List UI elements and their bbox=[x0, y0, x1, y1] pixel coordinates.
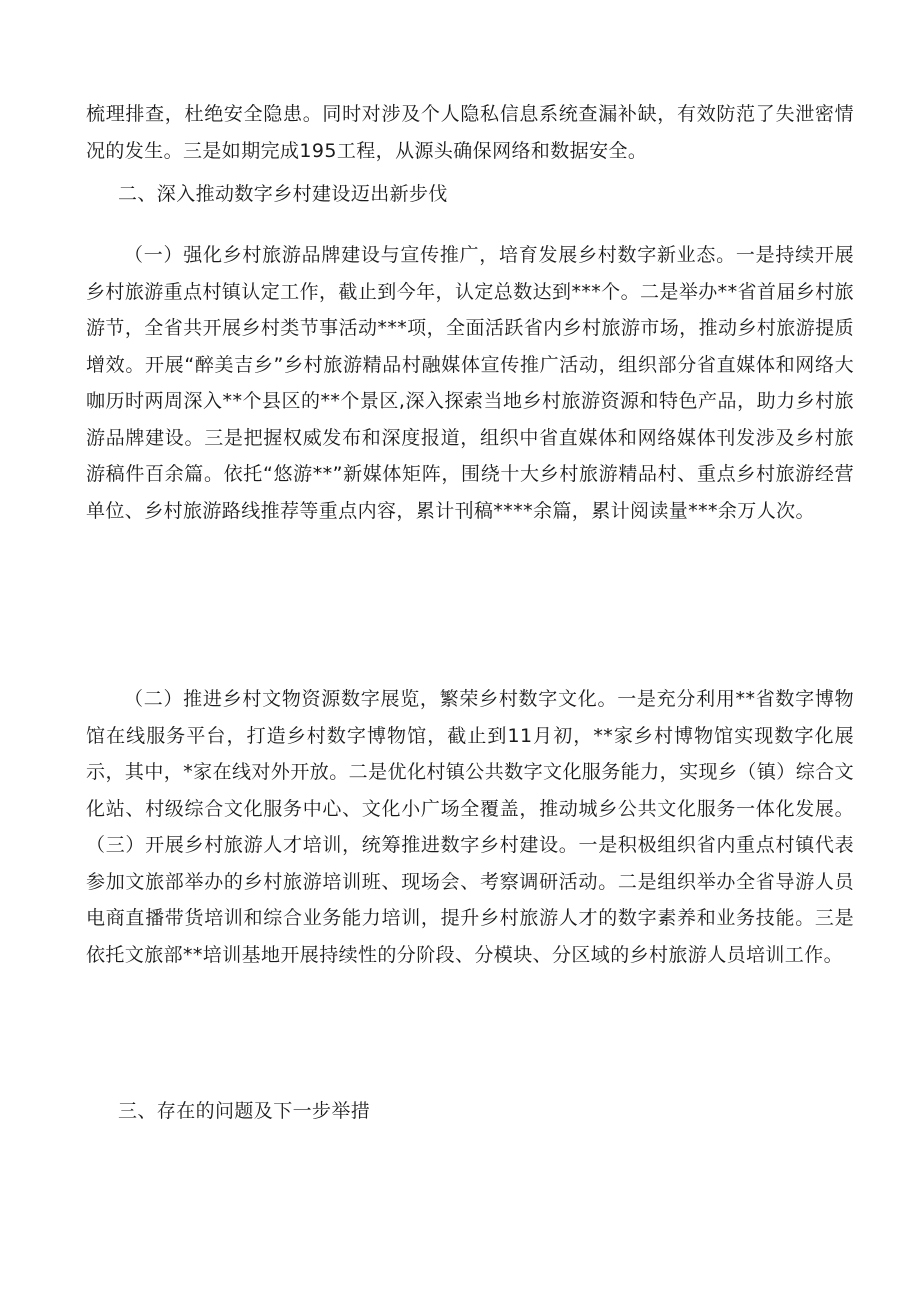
paragraph-rural-tourism-brand: （一）强化乡村旅游品牌建设与宣传推广，培育发展乡村数字新业态。一是持续开展乡村旅游重点村镇认定工作，截止到今年，认定总数达到***个。二是举办**省首届乡村旅游节，全省共开展乡村类节事活动***项，全面活跃省内乡村旅游市场，推动乡村旅游提质增效。开展“醉美吉乡”乡村旅游精品村融媒体宣传推广活动，组织部分省直媒体和网络大咖历时两周深入**个县区的**个景区,深入探索当地乡村旅游资源和特色产品，助力乡村旅游品牌建设。三是把握权威发布和深度报道，组织中省直媒体和网络媒体刊发涉及乡村旅游稿件百余篇。依托“悠游**”新媒体矩阵，围绕十大乡村旅游精品村、重点乡村旅游经营单位、乡村旅游路线推荐等重点内容，累计刊稿****余篇，累计阅读量***余万人次。 bbox=[86, 244, 854, 522]
paragraph-rural-digital-culture: （二）推进乡村文物资源数字展览，繁荣乡村数字文化。一是充分利用**省数字博物馆在线服务平台，打造乡村数字博物馆，截止到11月初，**家乡村博物馆实现数字化展示，其中，*家在线对外开放。二是优化村镇公共数字文化服务能力，实现乡（镇）综合文化站、村级综合文化服务中心、文化小广场全覆盖，推动城乡公共文化服务一体化发展。（三）开展乡村旅游人才培训，统筹推进数字乡村建设。一是积极组织省内重点村镇代表参加文旅部举办的乡村旅游培训班、现场会、考察调研活动。二是组织举办全省导游人员电商直播带货培训和综合业务能力培训，提升乡村旅游人才的数字素养和业务技能。三是依托文旅部**培训基地开展持续性的分阶段、分模块、分区域的乡村旅游人员培训工作。 bbox=[86, 688, 854, 966]
paragraph-security-check: 梳理排查，杜绝安全隐患。同时对涉及个人隐私信息系统查漏补缺，有效防范了失泄密情况的发生。三是如期完成195工程，从源头确保网络和数据安全。 bbox=[86, 103, 854, 162]
section-heading-digital-village: 二、深入推动数字乡村建设迈出新步伐 bbox=[118, 183, 448, 205]
section-heading-problems-next-steps: 三、存在的问题及下一步举措 bbox=[118, 1100, 371, 1122]
